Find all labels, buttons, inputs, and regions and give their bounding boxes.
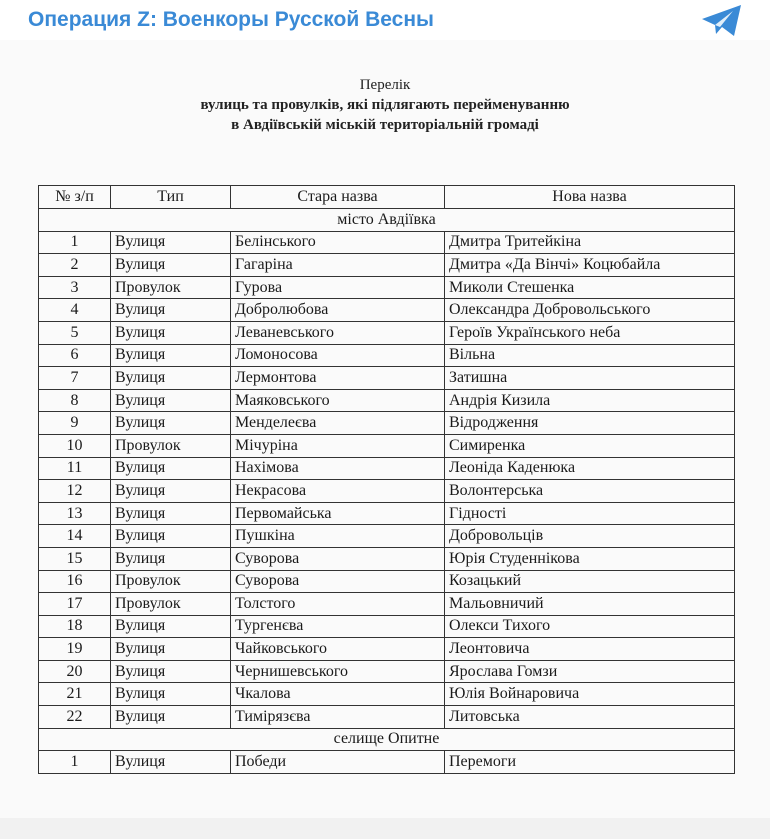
channel-header	[0, 0, 770, 40]
cell-new-name: Симиренка	[445, 434, 735, 457]
column-header-old-name: Стара назва	[231, 186, 445, 209]
cell-number: 13	[39, 502, 111, 525]
cell-old-name: Некрасова	[231, 480, 445, 503]
cell-number: 5	[39, 321, 111, 344]
cell-number: 12	[39, 480, 111, 503]
doc-title-subheading: вулиць та провулків, які підлягають перейменуванню	[200, 97, 570, 113]
cell-type: Вулиця	[111, 389, 231, 412]
cell-type: Вулиця	[111, 412, 231, 435]
table-row	[39, 593, 735, 616]
telegram-icon[interactable]	[700, 3, 744, 39]
cell-new-name: Дмитра Тритейкіна	[445, 231, 735, 254]
cell-number: 22	[39, 706, 111, 729]
cell-type: Вулиця	[111, 683, 231, 706]
table-row	[39, 412, 735, 435]
cell-new-name: Миколи Стешенка	[445, 276, 735, 299]
table-row	[39, 299, 735, 322]
table-row	[39, 457, 735, 480]
section-row	[39, 209, 735, 232]
cell-number: 17	[39, 593, 111, 616]
table-header-row	[39, 186, 735, 209]
table-row	[39, 231, 735, 254]
cell-old-name: Добролюбова	[231, 299, 445, 322]
cell-number: 15	[39, 547, 111, 570]
table-row	[39, 480, 735, 503]
cell-old-name: Чернишевського	[231, 660, 445, 683]
doc-title-subheading-2: в Авдіївській міській територіальній громаді	[231, 117, 539, 133]
table-row	[39, 321, 735, 344]
cell-number: 14	[39, 525, 111, 548]
cell-number: 2	[39, 254, 111, 277]
cell-old-name: Ломоносова	[231, 344, 445, 367]
cell-new-name: Волонтерська	[445, 480, 735, 503]
cell-type: Вулиця	[111, 344, 231, 367]
doc-title-heading: Перелік	[359, 77, 411, 93]
cell-new-name: Юрія Студеннікова	[445, 547, 735, 570]
cell-type: Вулиця	[111, 231, 231, 254]
cell-new-name: Вільна	[445, 344, 735, 367]
table-row	[39, 389, 735, 412]
table-row	[39, 525, 735, 548]
cell-type: Провулок	[111, 593, 231, 616]
table-row	[39, 683, 735, 706]
cell-number: 19	[39, 638, 111, 661]
cell-old-name: Белінського	[231, 231, 445, 254]
cell-new-name: Мальовничий	[445, 593, 735, 616]
cell-new-name: Литовська	[445, 706, 735, 729]
cell-old-name: Леваневського	[231, 321, 445, 344]
cell-type: Вулиця	[111, 525, 231, 548]
table-row	[39, 570, 735, 593]
cell-new-name: Дмитра «Да Вінчі» Коцюбайла	[445, 254, 735, 277]
cell-number: 11	[39, 457, 111, 480]
cell-new-name: Олекси Тихого	[445, 615, 735, 638]
cell-new-name: Добровольців	[445, 525, 735, 548]
table-body	[39, 209, 735, 774]
cell-new-name: Ярослава Гомзи	[445, 660, 735, 683]
table-row	[39, 660, 735, 683]
cell-number: 16	[39, 570, 111, 593]
cell-type: Вулиця	[111, 706, 231, 729]
cell-number: 21	[39, 683, 111, 706]
column-header-number: № з/п	[39, 186, 111, 209]
cell-type: Вулиця	[111, 457, 231, 480]
table-row	[39, 434, 735, 457]
cell-number: 1	[39, 231, 111, 254]
table-row	[39, 254, 735, 277]
cell-type: Вулиця	[111, 367, 231, 390]
cell-old-name: Толстого	[231, 593, 445, 616]
cell-type: Вулиця	[111, 299, 231, 322]
cell-new-name: Андрія Кизила	[445, 389, 735, 412]
cell-number: 18	[39, 615, 111, 638]
column-header-new-name: Нова назва	[445, 186, 735, 209]
table-row	[39, 276, 735, 299]
cell-type: Провулок	[111, 434, 231, 457]
cell-number: 10	[39, 434, 111, 457]
table-row	[39, 367, 735, 390]
cell-new-name: Олександра Добровольського	[445, 299, 735, 322]
cell-old-name: Нахімова	[231, 457, 445, 480]
cell-old-name: Мічуріна	[231, 434, 445, 457]
cell-new-name: Відродження	[445, 412, 735, 435]
section-label: селище Опитне	[39, 728, 735, 751]
cell-type: Вулиця	[111, 751, 231, 774]
cell-type: Вулиця	[111, 480, 231, 503]
cell-old-name: Тургенєва	[231, 615, 445, 638]
table-row	[39, 615, 735, 638]
cell-old-name: Пушкіна	[231, 525, 445, 548]
cell-number: 3	[39, 276, 111, 299]
cell-old-name: Гагаріна	[231, 254, 445, 277]
cell-type: Вулиця	[111, 660, 231, 683]
channel-title[interactable]: Операция Z: Военкоры Русской Весны	[28, 8, 434, 31]
cell-number: 6	[39, 344, 111, 367]
table-row	[39, 344, 735, 367]
section-label: місто Авдіївка	[39, 209, 735, 232]
table-row	[39, 502, 735, 525]
cell-old-name: Чкалова	[231, 683, 445, 706]
cell-new-name: Козацький	[445, 570, 735, 593]
cell-type: Провулок	[111, 276, 231, 299]
cell-number: 20	[39, 660, 111, 683]
cell-old-name: Гурова	[231, 276, 445, 299]
cell-type: Вулиця	[111, 254, 231, 277]
cell-old-name: Чайковського	[231, 638, 445, 661]
street-rename-table	[38, 185, 735, 774]
cell-new-name: Леоніда Каденюка	[445, 457, 735, 480]
table-row	[39, 547, 735, 570]
cell-type: Вулиця	[111, 638, 231, 661]
cell-type: Вулиця	[111, 502, 231, 525]
cell-type: Вулиця	[111, 321, 231, 344]
cell-old-name: Первомайська	[231, 502, 445, 525]
cell-number: 7	[39, 367, 111, 390]
cell-type: Вулиця	[111, 547, 231, 570]
cell-new-name: Затишна	[445, 367, 735, 390]
section-row	[39, 728, 735, 751]
document-photo	[0, 40, 770, 818]
cell-type: Вулиця	[111, 615, 231, 638]
cell-number: 9	[39, 412, 111, 435]
cell-old-name: Лермонтова	[231, 367, 445, 390]
cell-number: 4	[39, 299, 111, 322]
cell-old-name: Менделеєва	[231, 412, 445, 435]
cell-new-name: Героїв Українського неба	[445, 321, 735, 344]
table-row	[39, 706, 735, 729]
column-header-type: Тип	[111, 186, 231, 209]
bottom-bar	[0, 818, 770, 839]
table-row	[39, 638, 735, 661]
cell-new-name: Юлія Войнаровича	[445, 683, 735, 706]
cell-new-name: Перемоги	[445, 751, 735, 774]
cell-number: 1	[39, 751, 111, 774]
cell-old-name: Суворова	[231, 570, 445, 593]
cell-number: 8	[39, 389, 111, 412]
table-row	[39, 751, 735, 774]
cell-new-name: Гідності	[445, 502, 735, 525]
cell-type: Провулок	[111, 570, 231, 593]
cell-new-name: Леонтовича	[445, 638, 735, 661]
cell-old-name: Тимірязєва	[231, 706, 445, 729]
cell-old-name: Маяковського	[231, 389, 445, 412]
cell-old-name: Победи	[231, 751, 445, 774]
cell-old-name: Суворова	[231, 547, 445, 570]
